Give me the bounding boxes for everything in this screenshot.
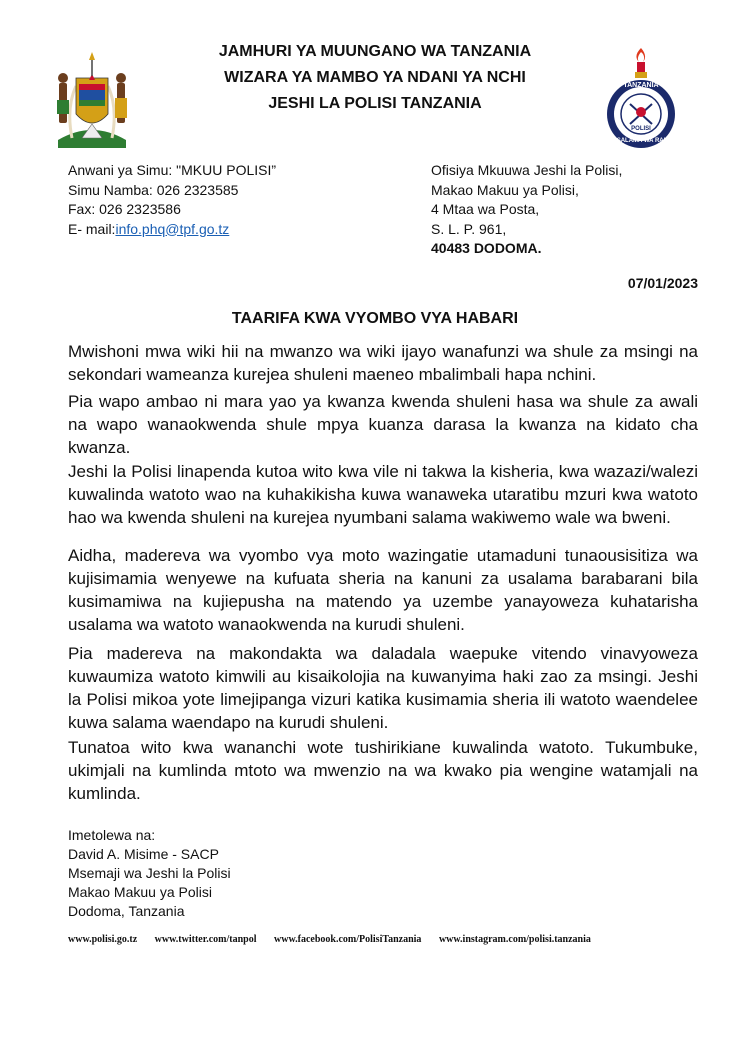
footer-link-facebook[interactable]: www.facebook.com/PolisiTanzania: [274, 934, 422, 945]
office-hq: Makao Makuu ya Polisi,: [431, 181, 579, 198]
office-po-box: S. L. P. 961,: [431, 220, 507, 237]
paragraph-4: Aidha, madereva wa vyombo vya moto wazingatie utamaduni tunaousisitiza wa kujisimamia wenyewe na kufuata sheria na kanuni za usalama barabarani bila kusimamiwa na kujiepusha na matendo ya uzembe yanayoweza kuhatarisha usalama wa watoto wanaokwenda na kurudi shuleni.: [68, 546, 698, 634]
paragraph-6: Tunatoa wito kwa wananchi wote tushirikiane kuwalinda watoto. Tukumbuke, ukimjali na kumlinda mtoto wa mwenzio na wa kwako pia wengine watamjali na kumlinda.: [68, 738, 698, 803]
header-police-force: JESHI LA POLISI TANZANIA: [268, 95, 482, 112]
signature-block: [68, 826, 231, 921]
document-date: 07/01/2023: [627, 275, 698, 291]
police-logo-motto: USALAMA WA RAIA: [612, 138, 670, 144]
contact-block-left: [68, 161, 276, 239]
spokesperson-title: Msemaji wa Jeshi la Polisi: [68, 865, 231, 881]
document-title: TAARIFA KWA VYOMBO VYA HABARI: [231, 310, 519, 327]
phone-number: Simu Namba: 026 2323585: [68, 181, 239, 198]
office-name: Ofisiya Mkuuwa Jeshi la Polisi,: [431, 162, 623, 178]
office-city: 40483 DODOMA.: [431, 240, 542, 256]
footer-link-website[interactable]: www.polisi.go.tz: [68, 934, 138, 945]
fax-number: Fax: 026 2323586: [68, 201, 181, 217]
email-link[interactable]: info.phq@tpf.go.tz: [115, 220, 230, 237]
police-logo-band-text: POLISI: [631, 126, 651, 132]
contact-block-right: [431, 161, 622, 259]
header-ministry: WIZARA YA MAMBO YA NDANI YA NCHI: [224, 69, 526, 86]
signature-hq: Makao Makuu ya Polisi: [68, 884, 212, 900]
paragraph-5: Pia madereva na makondakta wa daladala waepuke vitendo vinavyoweza kuwaumiza watoto kimwili au kisaikolojia na kuwanyima haki zao za msingi. Jeshi la Polisi mikoa yote limejipanga vizuri katika kusimamia sheria ili watoto waendelee kuwa salama waendapo na kurudi shuleni.: [68, 644, 698, 732]
header-republic: JAMHURI YA MUUNGANO WA TANZANIA: [218, 43, 532, 60]
spokesperson-name: David A. Misime - SACP: [68, 846, 219, 862]
paragraph-1: Mwishoni mwa wiki hii na mwanzo wa wiki ijayo wanafunzi wa shule za msingi na sekondari wameanza kurejea shuleni maeneo mbalimbali hapa nchini.: [68, 342, 698, 384]
office-street: 4 Mtaa wa Posta,: [431, 201, 540, 217]
police-logo-top-text: TANZANIA: [623, 82, 659, 89]
footer-link-twitter[interactable]: www.twitter.com/tanpol: [154, 934, 257, 945]
paragraph-2: Pia wapo ambao ni mara yao ya kwanza kwenda shuleni hasa wa shule za awali na wapo wanaokwenda shule mpya kuanza darasa la kwanza na kidato cha kwanza.: [68, 392, 698, 457]
email-line: [68, 220, 276, 240]
footer-links: [68, 934, 668, 945]
email-label: E- mail:: [68, 220, 116, 237]
paragraph-3: Jeshi la Polisi linapenda kutoa wito kwa vile ni takwa la kisheria, kwa wazazi/walezi kuwalinda watoto wao na kuhakikisha kuwa wanaweka utaratibu mzuri kwa watoto hao wa kwenda shuleni na kurejea nyumbani salama wakiwemo wale wa bweni.: [68, 462, 698, 527]
footer-link-instagram[interactable]: www.instagram.com/polisi.tanzania: [438, 934, 591, 945]
signature-location: Dodoma, Tanzania: [68, 903, 185, 919]
issued-by-label: Imetolewa na:: [68, 827, 156, 843]
telegram-address: Anwani ya Simu: "MKUU POLISI”: [68, 162, 277, 178]
police-logo: [600, 46, 682, 150]
